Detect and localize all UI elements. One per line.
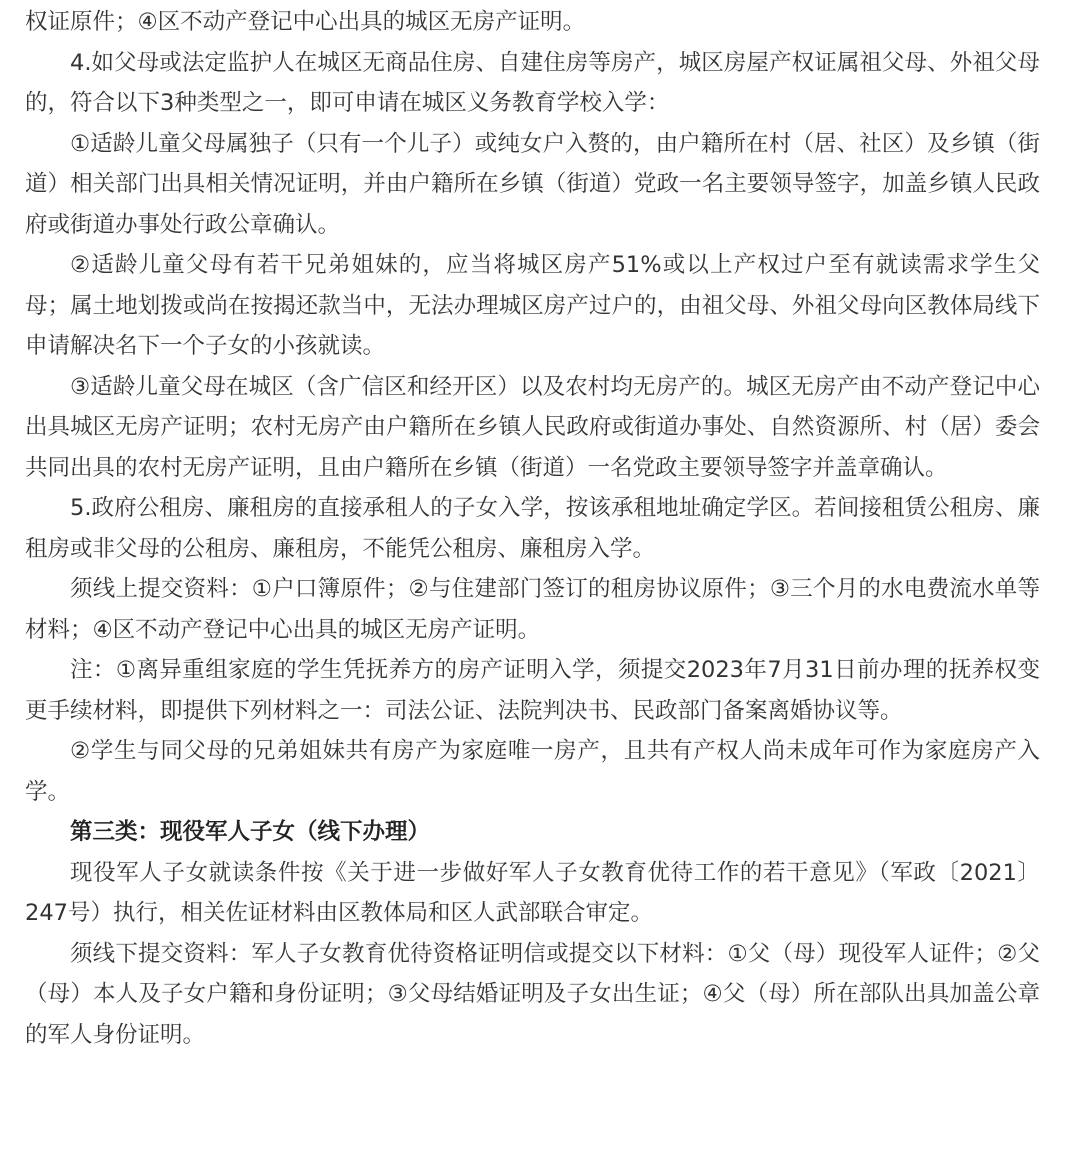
paragraph-item-4: 4.如父母或法定监护人在城区无商品住房、自建住房等房产，城区房屋产权证属祖父母、外祖父母的，符合以下3种类型之一，即可申请在城区义务教育学校入学：	[25, 49, 1040, 116]
paragraph-subitem-2: ②适龄儿童父母有若干兄弟姐妹的，应当将城区房产51%或以上产权过户至有就读需求学生父母；属土地划拨或尚在按揭还款当中，无法办理城区房产过户的，由祖父母、外祖父母向区教体局线下申请解决名下一个子女的小孩就读。	[25, 252, 1040, 359]
paragraph-note-1: 注：①离异重组家庭的学生凭抚养方的房产证明入学，须提交2023年7月31日前办理的抚养权变更手续材料，即提供下列材料之一：司法公证、法院判决书、民政部门备案离婚协议等。	[25, 657, 1040, 724]
paragraph-military-conditions: 现役军人子女就读条件按《关于进一步做好军人子女教育优待工作的若干意见》（军政〔2021〕247号）执行，相关佐证材料由区教体局和区人武部联合审定。	[25, 859, 1040, 926]
section-heading-category-3: 第三类：现役军人子女（线下办理）	[70, 819, 431, 845]
paragraph-subitem-3: ③适龄儿童父母在城区（含广信区和经开区）以及农村均无房产的。城区无房产由不动产登记中心出具城区无房产证明；农村无房产由户籍所在乡镇人民政府或街道办事处、自然资源所、村（居）委会共同出具的农村无房产证明，且由户籍所在乡镇（街道）一名党政主要领导签字并盖章确认。	[25, 373, 1040, 481]
paragraph-online-materials: 须线上提交资料：①户口簿原件；②与住建部门签订的租房协议原件；③三个月的水电费流水单等材料；④区不动产登记中心出具的城区无房产证明。	[25, 576, 1040, 643]
document-body	[25, 0, 1040, 1053]
paragraph-continuation: 权证原件；④区不动产登记中心出具的城区无房产证明。	[25, 9, 586, 35]
paragraph-offline-materials: 须线下提交资料：军人子女教育优待资格证明信或提交以下材料：①父（母）现役军人证件；②父（母）本人及子女户籍和身份证明；③父母结婚证明及子女出生证；④父（母）所在部队出具加盖公章的军人身份证明。	[25, 940, 1040, 1048]
document-text	[25, 2, 1040, 1055]
paragraph-subitem-1: ①适龄儿童父母属独子（只有一个儿子）或纯女户入赘的，由户籍所在村（居、社区）及乡镇（街道）相关部门出具相关情况证明，并由户籍所在乡镇（街道）党政一名主要领导签字，加盖乡镇人民政府或街道办事处行政公章确认。	[25, 130, 1040, 238]
paragraph-item-5: 5.政府公租房、廉租房的直接承租人的子女入学，按该承租地址确定学区。若间接租赁公租房、廉租房或非父母的公租房、廉租房，不能凭公租房、廉租房入学。	[25, 495, 1040, 562]
paragraph-note-2: ②学生与同父母的兄弟姐妹共有房产为家庭唯一房产，且共有产权人尚未成年可作为家庭房产入学。	[25, 738, 1040, 805]
